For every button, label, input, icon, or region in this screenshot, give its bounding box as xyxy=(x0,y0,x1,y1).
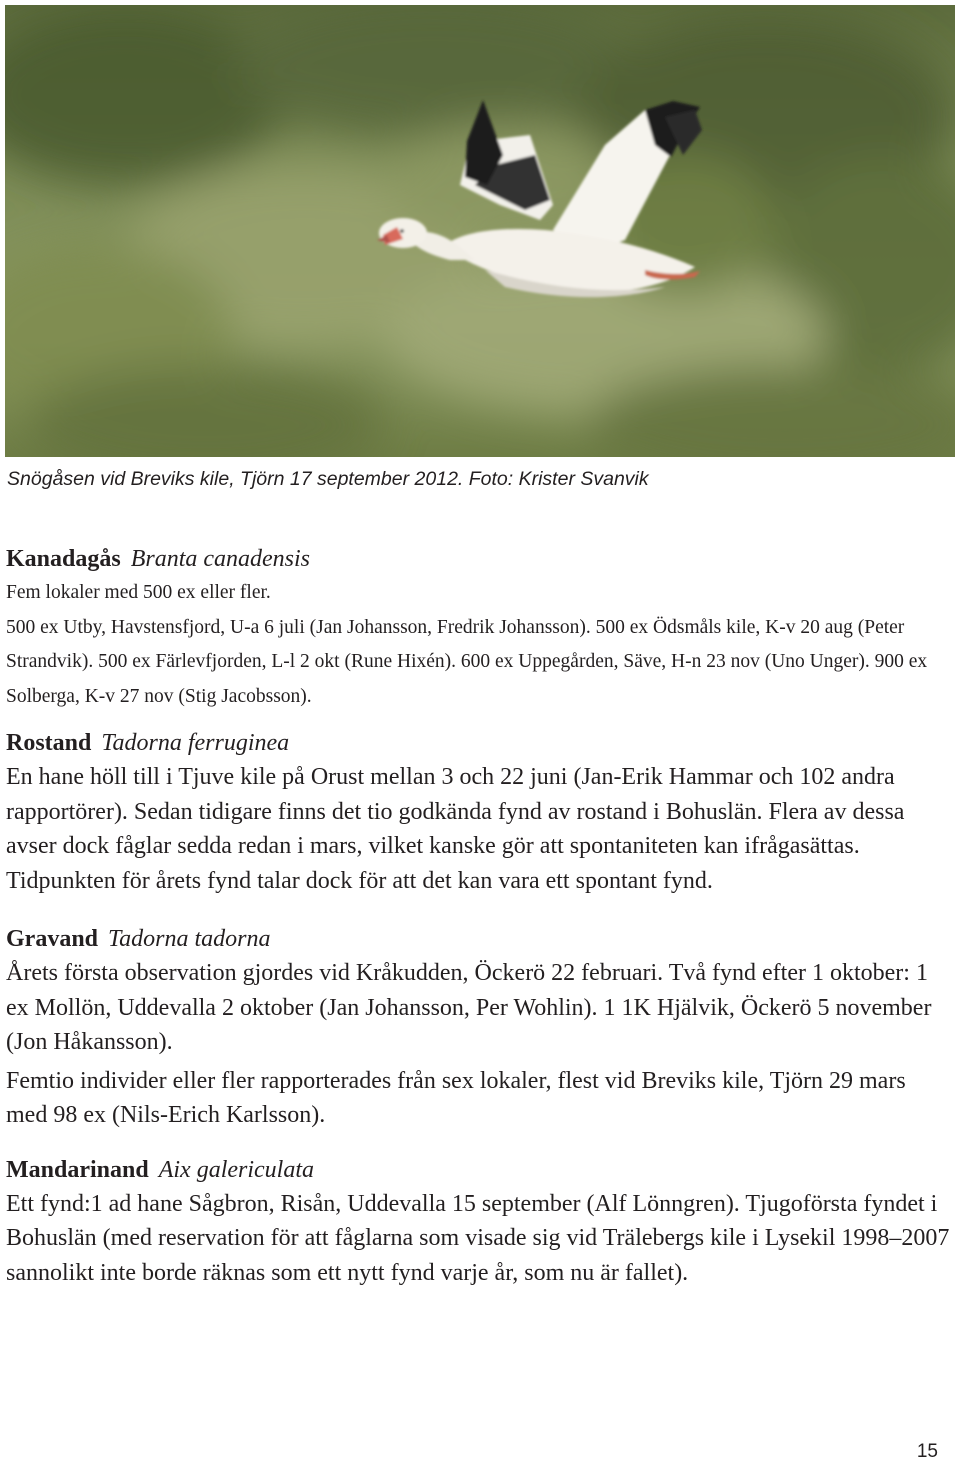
paragraph: Femtio individer eller fler rapporterades från sex lokaler, flest vid Breviks kile, Tjörn 29 mars med 98 ex (Nils-Erich Karlsson). xyxy=(6,1067,906,1128)
species-heading xyxy=(6,1153,951,1187)
article-body xyxy=(6,542,951,1290)
paragraph: Årets första observation gjordes vid Kråkudden, Öckerö 22 februari. Två fynd efter 1 oktober: 1 ex Mollön, Uddevalla 2 oktober (Jan Johansson, Per Wohlin). 1 1K Hjälvik, Öckerö 5 november (Jon Håkansson). xyxy=(6,960,932,1055)
species-heading xyxy=(6,922,951,956)
species-name: Rostand xyxy=(6,730,92,756)
paragraph: En hane höll till i Tjuve kile på Orust mellan 3 och 22 juni (Jan-Erik Hammar och 102 andra rapportörer). Sedan tidigare finns det tio godkända fynd av rostand i Bohuslän. Flera av dessa avser dock fåglar sedda redan i mars, vilket kanske gör att spontaniteten kan ifrågasättas. Tidpunkten för årets fynd talar dock för att det kan vara ett spontant fynd. xyxy=(6,764,905,894)
species-latin-name: Aix galericulata xyxy=(158,1156,315,1183)
species-name: Gravand xyxy=(6,926,99,952)
section-kanadagas xyxy=(6,542,951,714)
section-rostand xyxy=(6,726,951,898)
page-number: 15 xyxy=(916,1441,938,1462)
section-gravand xyxy=(6,922,951,1133)
section-text xyxy=(6,1187,951,1291)
snow-goose-illustration xyxy=(5,5,955,457)
species-latin-name: Tadorna tadorna xyxy=(108,926,271,952)
paragraph: Ett fynd:1 ad hane Sågbron, Risån, Uddevalla 15 september (Alf Lönngren). Tjugoförsta fyndet i Bohuslän (med reservation för att fåglarna som visade sig vid Trälebergs kile i Lysekil 1998–2007 sannolikt inte borde räknas som ett nytt fynd varje år, som nu är fallet). xyxy=(6,1190,950,1286)
section-text xyxy=(6,576,951,714)
section-text xyxy=(6,956,951,1133)
species-name: Mandarinand xyxy=(6,1156,149,1183)
paragraph: 500 ex Utby, Havstensfjord, U-a 6 juli (Jan Johansson, Fredrik Johansson). 500 ex Ödsmåls kile, K-v 20 aug (Peter Strandvik). 500 ex Färlevfjorden, L-l 2 okt (Rune Hixén). 600 ex Uppegården, Säve, H-n 23 nov (Uno Unger). 900 ex Solberga, K-v 27 nov (Stig Jacobsson). xyxy=(6,616,928,707)
species-heading xyxy=(6,542,951,576)
paragraph: Fem lokaler med 500 ex eller fler. xyxy=(6,582,271,603)
photo-caption: Snögåsen vid Breviks kile, Tjörn 17 september 2012. Foto: Krister Svanvik xyxy=(7,468,649,490)
species-latin-name: Tadorna ferruginea xyxy=(101,730,290,756)
species-name: Kanadagås xyxy=(6,546,121,572)
species-heading xyxy=(6,726,951,760)
section-mandarinand xyxy=(6,1153,951,1291)
species-latin-name: Branta canadensis xyxy=(130,546,311,572)
snow-goose-photo xyxy=(5,5,955,457)
section-text xyxy=(6,760,951,898)
